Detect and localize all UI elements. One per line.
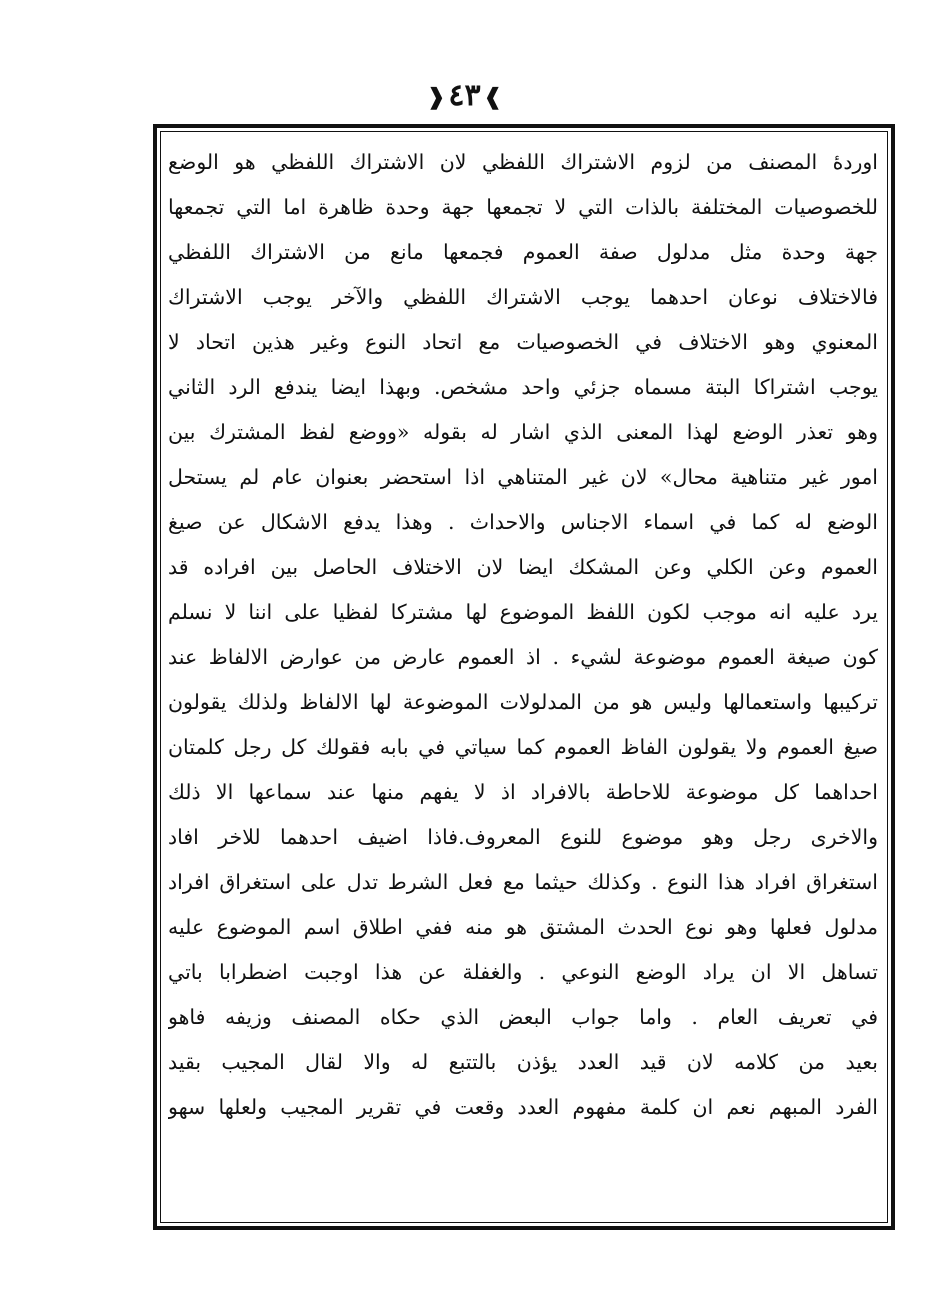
text-line: يرد عليه انه موجب لكون اللفظ الموضوع لها مشتركا لفظيا على اننا لا نسلم xyxy=(168,600,878,624)
text-line: والاخرى رجل وهو موضوع للنوع المعروف.فاذا اضيف احدهما للاخر افاد xyxy=(168,825,878,849)
text-line: للخصوصيات المختلفة بالذات التي لا تجمعها جهة وحدة ظاهرة اما التي تجمعها xyxy=(168,195,878,219)
text-line: يوجب اشتراكا البتة مسماه جزئي واحد مشخص. وبهذا ايضا يندفع الرد الثاني xyxy=(168,375,878,399)
text-line: مدلول فعلها وهو نوع الحدث المشتق هو منه ففي اطلاق اسم الموضوع عليه xyxy=(168,915,878,939)
text-line: احداهما كل موضوعة للاحاطة بالافراد اذ لا يفهم منها عند سماعها الا ذلك xyxy=(168,780,878,804)
body-text xyxy=(164,140,882,1220)
text-line: اوردهٔ المصنف من لزوم الاشتراك اللفظي لان الاشتراك اللفظي هو الوضع xyxy=(168,150,878,174)
text-line: امور غير متناهية محال» لان غير المتناهي اذا استحضر بعنوان عام لم يستحل xyxy=(168,465,878,489)
page-number xyxy=(0,78,929,115)
text-line: صيغ العموم ولا يقولون الفاظ العموم كما سياتي في بابه فقولك كل رجل كلمتان xyxy=(168,735,878,759)
ornament-left-icon: ❰ xyxy=(426,84,446,110)
text-line: وهو تعذر الوضع لهذا المعنى الذي اشار له بقوله «ووضع لفظ المشترك بين xyxy=(168,420,878,444)
text-line: في تعريف العام . واما جواب البعض الذي حكاه المصنف وزيفه فاهو xyxy=(168,1005,878,1029)
text-line: استغراق افراد هذا النوع . وكذلك حيثما مع فعل الشرط تدل على استغراق افراد xyxy=(168,870,878,894)
text-line: العموم وعن الكلي وعن المشكك ايضا لان الاختلاف الحاصل بين افراده قد xyxy=(168,555,878,579)
text-line: تركيبها واستعمالها وليس هو من المدلولات الموضوعة لها الالفاظ ولذلك يقولون xyxy=(168,690,878,714)
text-line: كون صيغة العموم موضوعة لشيء . اذ العموم عارض من عوارض الالفاظ عند xyxy=(168,645,878,669)
text-line: فالاختلاف نوعان احدهما يوجب الاشتراك اللفظي والآخر يوجب الاشتراك xyxy=(168,285,878,309)
page-number-text: ٤٣ xyxy=(448,78,481,113)
text-line: المعنوي وهو الاختلاف في الخصوصيات مع اتحاد النوع وغير هذين اتحاد لا xyxy=(168,330,878,354)
text-line: الوضع له كما في اسماء الاجناس والاحداث . وهذا يدفع الاشكال عن صيغ xyxy=(168,510,878,534)
ornament-right-icon: ❱ xyxy=(483,84,503,110)
text-line: تساهل الا ان يراد الوضع النوعي . والغفلة عن هذا اوجبت اضطرابا باتي xyxy=(168,960,878,984)
text-line: الفرد المبهم نعم ان كلمة مفهوم العدد وقعت في تقرير المجيب ولعلها سهو xyxy=(168,1095,878,1119)
text-line: جهة وحدة مثل مدلول صفة العموم فجمعها مانع من الاشتراك اللفظي xyxy=(168,240,878,264)
text-line: بعيد من كلامه لان قيد العدد يؤذن بالتتبع له والا لقال المجيب بقيد xyxy=(168,1050,878,1074)
